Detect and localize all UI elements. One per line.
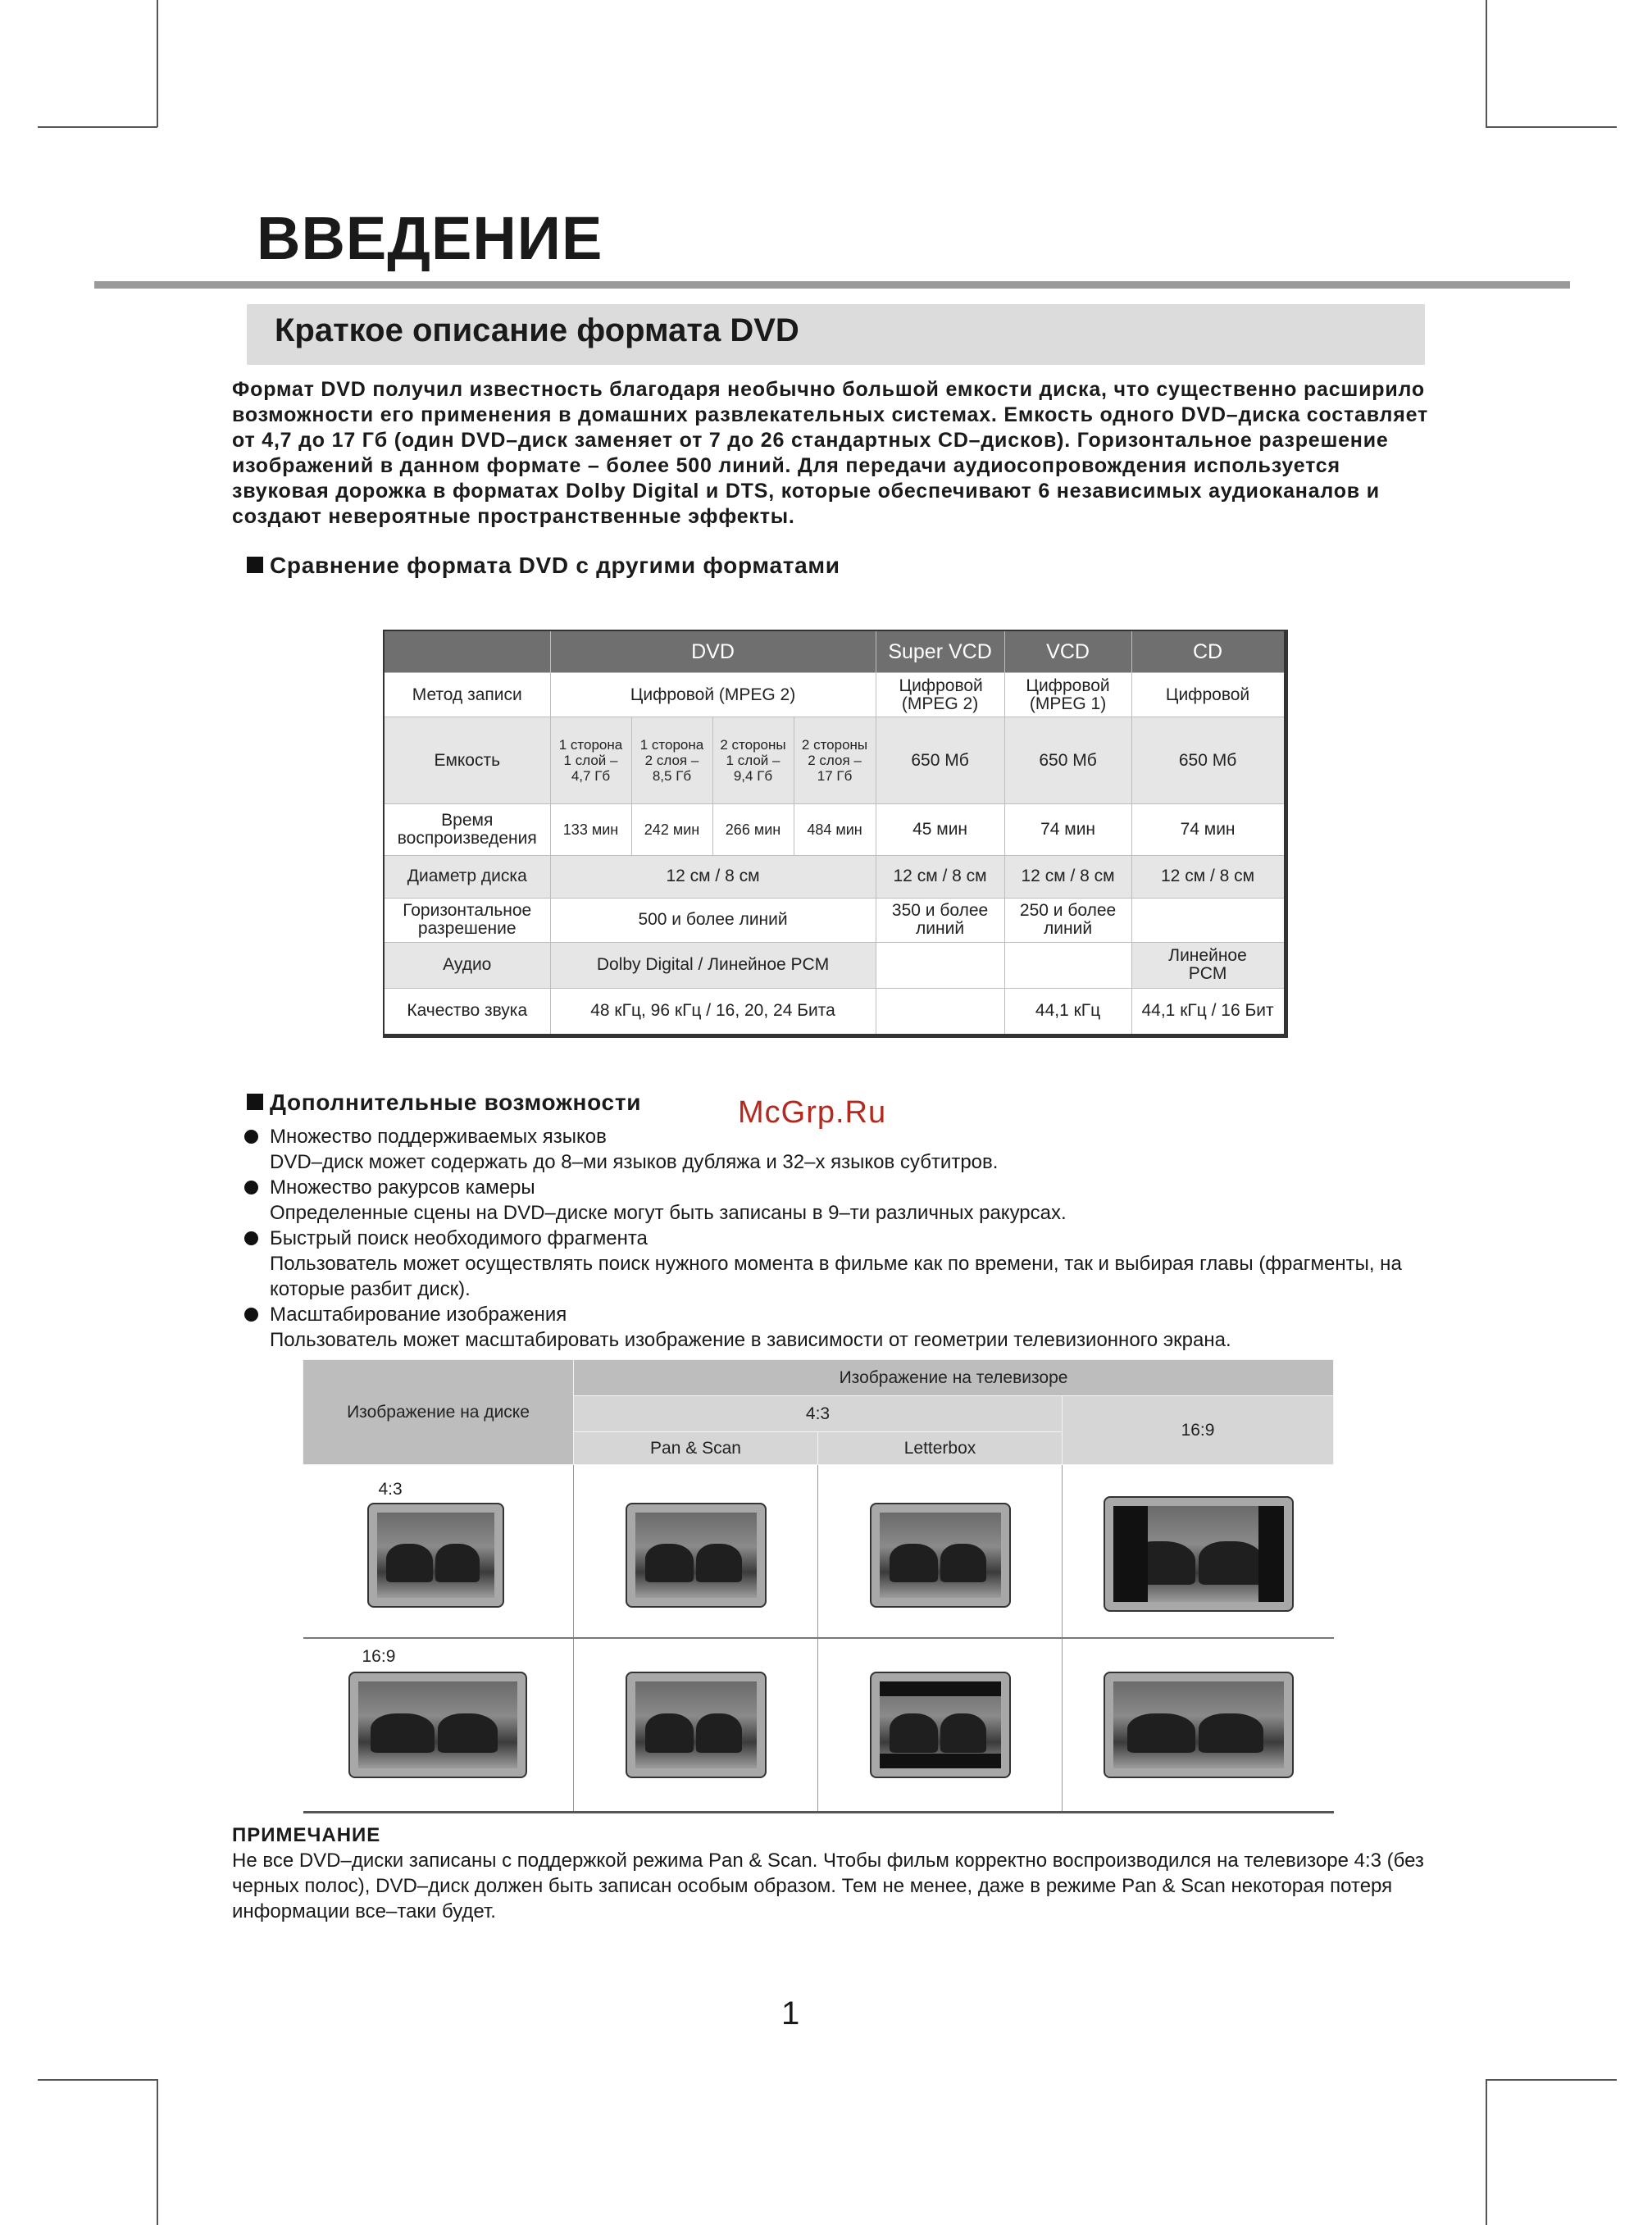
cell <box>1004 942 1131 988</box>
letterbox-header: Letterbox <box>818 1432 1063 1465</box>
crop-mark <box>38 2079 157 2081</box>
wide-43-cell <box>1063 1465 1334 1639</box>
cell: 45 мин <box>876 804 1004 855</box>
table-row <box>384 988 1286 1035</box>
table-row <box>384 673 1286 717</box>
ratio-43-header: 4:3 <box>574 1396 1063 1432</box>
feature-title: Масштабирование изображения <box>270 1304 567 1326</box>
cell: 650 Мб <box>876 717 1004 804</box>
section-bar <box>247 304 1425 365</box>
header-cd: CD <box>1131 630 1286 673</box>
letterbox-bar <box>880 1681 1001 1696</box>
bullet-icon <box>244 1231 258 1245</box>
letterbox-169-cell <box>818 1638 1063 1813</box>
elephant-shape <box>890 1713 938 1753</box>
screen <box>880 1513 1001 1598</box>
cell: 74 мин <box>1004 804 1131 855</box>
cell: 650 Мб <box>1004 717 1131 804</box>
cell: 650 Мб <box>1131 717 1286 804</box>
row-label: Аудио <box>384 942 550 988</box>
cell: 12 см / 8 см <box>550 855 876 898</box>
wide-169-cell <box>1063 1638 1334 1813</box>
disc-43-cell <box>303 1465 574 1639</box>
cell: 12 см / 8 см <box>1131 855 1286 898</box>
comparison-table-wrap <box>383 630 1285 1038</box>
table-row <box>384 717 1286 804</box>
header-blank <box>384 630 550 673</box>
cell: 44,1 кГц <box>1004 988 1131 1035</box>
elephant-shape <box>1199 1713 1263 1753</box>
page-title: ВВЕДЕНИЕ <box>257 204 603 272</box>
watermark: McGrp.Ru <box>738 1095 887 1130</box>
screen <box>635 1681 757 1768</box>
elephant-shape <box>645 1544 694 1582</box>
row-label: Качество звука <box>384 988 550 1035</box>
crop-mark <box>157 0 158 127</box>
cell: 12 см / 8 см <box>876 855 1004 898</box>
cell: 1 сторона 2 слоя – 8,5 Гб <box>631 717 712 804</box>
tv-image <box>367 1503 504 1608</box>
cell: Цифровой (MPEG 2) <box>550 673 876 717</box>
intro-paragraph: Формат DVD получил известность благодаря необычно большой емкости диска, что существенно расширило возможности его применения в домашних развлекательных системах. Емкость одного DVD–диска составляет от 4,7 до 17 Гб (один DVD–диск заменяет от 7 до 26 стандартных CD–дисков). Горизонтальное разрешение изображений в данном формате – более 500 линий. Для передачи аудиосопровождения используется звуковая дорожка в форматах Dolby Digital и DTS, которые обеспечивают 6 независимых аудиоканалов и создают невероятные пространственные эффекты. <box>232 378 1429 528</box>
cell: 2 стороны 2 слоя – 17 Гб <box>794 717 876 804</box>
letterbox-43-cell <box>818 1465 1063 1639</box>
cell <box>876 988 1004 1035</box>
screen <box>377 1513 494 1598</box>
elephant-shape <box>386 1544 433 1582</box>
cell: 2 стороны 1 слой – 9,4 Гб <box>712 717 794 804</box>
cell: 250 и более линий <box>1004 898 1131 942</box>
tv-header: Изображение на телевизоре <box>574 1360 1334 1396</box>
row-label: Горизонтальное разрешение <box>384 898 550 942</box>
screen <box>1113 1506 1284 1602</box>
elephant-shape <box>940 1544 986 1582</box>
tv-image <box>1104 1496 1294 1612</box>
cell <box>1131 898 1286 942</box>
table-row <box>384 898 1286 942</box>
crop-mark <box>1486 0 1487 127</box>
ratio-169-header: 16:9 <box>1063 1396 1334 1465</box>
feature-desc: Определенные сцены на DVD–диске могут быть записаны в 9–ти различных ракурсах. <box>270 1202 1067 1224</box>
list-item <box>243 1226 1431 1302</box>
cell: 74 мин <box>1131 804 1286 855</box>
table-row <box>384 804 1286 855</box>
feature-title: Множество поддерживаемых языков <box>270 1126 607 1148</box>
feature-title: Множество ракурсов камеры <box>270 1176 535 1199</box>
cell: 350 и более линий <box>876 898 1004 942</box>
square-bullet-icon <box>247 557 263 573</box>
cell: Цифровой (MPEG 1) <box>1004 673 1131 717</box>
comparison-heading <box>247 553 840 579</box>
elephant-shape <box>1199 1541 1263 1585</box>
pan-scan-header: Pan & Scan <box>574 1432 818 1465</box>
cell: 500 и более линий <box>550 898 876 942</box>
cell: 1 сторона 1 слой – 4,7 Гб <box>550 717 631 804</box>
header-svcd: Super VCD <box>876 630 1004 673</box>
note-text: Не все DVD–диски записаны с поддержкой режима Pan & Scan. Чтобы фильм корректно воспроизводился на телевизоре 4:3 (без черных полос), DVD–диск должен быть записан особым образом. Тем не менее, даже в режиме Pan & Scan некоторая потеря информации все–таки будет. <box>232 1850 1424 1922</box>
feature-desc: Пользователь может масштабировать изображение в зависимости от геометрии телевизионного экрана. <box>270 1329 1231 1351</box>
elephant-shape <box>696 1713 742 1753</box>
screen <box>880 1681 1001 1768</box>
crop-mark <box>38 126 157 128</box>
feature-desc: Пользователь может осуществлять поиск нужного момента в фильме как по времени, так и выбирая главы (фрагменты, на которые разбит диск). <box>270 1253 1402 1300</box>
row-label: Диаметр диска <box>384 855 550 898</box>
table-row <box>303 1638 1334 1813</box>
header-vcd: VCD <box>1004 630 1131 673</box>
elephant-shape <box>1127 1713 1195 1753</box>
table-row <box>384 942 1286 988</box>
comparison-heading-text: Сравнение формата DVD с другими форматами <box>270 553 840 578</box>
bullet-icon <box>244 1130 258 1144</box>
cell: Dolby Digital / Линейное PCM <box>550 942 876 988</box>
tv-image <box>348 1672 527 1778</box>
elephant-shape <box>645 1713 694 1753</box>
pan-scan-169-cell <box>574 1638 818 1813</box>
letterbox-bar <box>880 1754 1001 1768</box>
tv-image <box>626 1503 767 1608</box>
screen <box>1113 1681 1284 1768</box>
tv-image <box>1104 1672 1294 1778</box>
row-label: Время воспроизведения <box>384 804 550 855</box>
crop-mark <box>1486 126 1617 128</box>
tv-image <box>870 1503 1011 1608</box>
elephant-shape <box>435 1544 480 1582</box>
header-dvd: DVD <box>550 630 876 673</box>
cell: Цифровой <box>1131 673 1286 717</box>
row-label: Емкость <box>384 717 550 804</box>
bullet-icon <box>244 1308 258 1322</box>
cell: 133 мин <box>550 804 631 855</box>
feature-desc: DVD–диск может содержать до 8–ми языков дубляжа и 32–х языков субтитров. <box>270 1151 999 1173</box>
table-row <box>384 855 1286 898</box>
note-title: ПРИМЕЧАНИЕ <box>232 1824 381 1846</box>
tv-image <box>870 1672 1011 1778</box>
square-bullet-icon <box>247 1094 263 1110</box>
crop-mark <box>1486 2079 1487 2225</box>
screen <box>358 1681 517 1768</box>
aspect-ratio-table <box>303 1359 1334 1813</box>
bullet-icon <box>244 1181 258 1194</box>
cell: 484 мин <box>794 804 876 855</box>
comparison-table <box>383 630 1288 1038</box>
disc-169-cell <box>303 1638 574 1813</box>
cell: Цифровой (MPEG 2) <box>876 673 1004 717</box>
cell: Линейное PCM <box>1131 942 1286 988</box>
table-row <box>384 630 1286 673</box>
list-item <box>243 1124 1431 1175</box>
feature-title: Быстрый поиск необходимого фрагмента <box>270 1227 648 1249</box>
ratio-label: 16:9 <box>362 1647 396 1666</box>
cell <box>876 942 1004 988</box>
section-title: Краткое описание формата DVD <box>275 312 799 348</box>
list-item <box>243 1302 1431 1353</box>
pillarbox-bar <box>1258 1506 1284 1602</box>
features-heading <box>247 1090 641 1116</box>
features-list <box>243 1124 1431 1353</box>
cell: 48 кГц, 96 кГц / 16, 20, 24 Бита <box>550 988 876 1035</box>
elephant-shape <box>371 1713 435 1753</box>
elephant-shape <box>890 1544 938 1582</box>
page-number: 1 <box>781 1995 800 2032</box>
crop-mark <box>1486 2079 1617 2081</box>
list-item <box>243 1175 1431 1226</box>
crop-mark <box>157 2079 158 2225</box>
pan-scan-43-cell <box>574 1465 818 1639</box>
ratio-label: 4:3 <box>378 1480 403 1499</box>
cell: 266 мин <box>712 804 794 855</box>
cell: 12 см / 8 см <box>1004 855 1131 898</box>
cell: 242 мин <box>631 804 712 855</box>
elephant-shape <box>940 1713 986 1753</box>
aspect-ratio-table-wrap <box>303 1359 1333 1804</box>
tv-image <box>626 1672 767 1778</box>
elephant-shape <box>696 1544 742 1582</box>
table-row <box>303 1465 1334 1639</box>
elephant-shape <box>438 1713 498 1753</box>
table-row <box>303 1360 1334 1396</box>
title-rule <box>94 281 1570 289</box>
screen <box>635 1513 757 1598</box>
features-heading-text: Дополнительные возможности <box>270 1090 642 1115</box>
row-label: Метод записи <box>384 673 550 717</box>
cell: 44,1 кГц / 16 Бит <box>1131 988 1286 1035</box>
pillarbox-bar <box>1113 1506 1148 1602</box>
disc-header: Изображение на диске <box>303 1360 574 1465</box>
